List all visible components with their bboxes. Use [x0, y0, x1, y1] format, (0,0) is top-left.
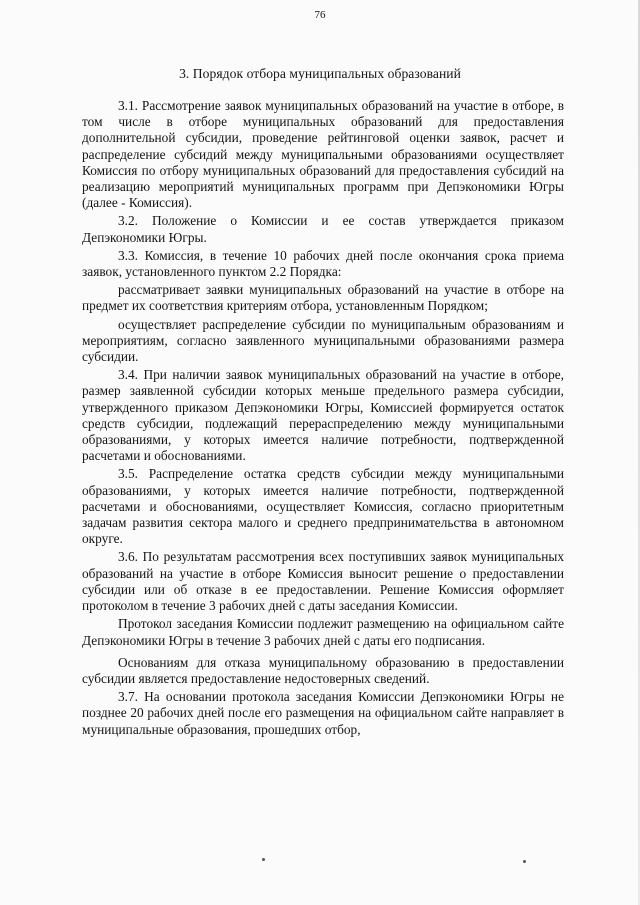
- scan-speck: [262, 858, 265, 861]
- paragraph-3-3: 3.3. Комиссия, в течение 10 рабочих дней после окончания срока приема заявок, установленного пунктом 2.2 Порядка:: [82, 247, 564, 280]
- section-heading: 3. Порядок отбора муниципальных образований: [179, 66, 461, 81]
- page-number: 76: [314, 9, 326, 21]
- paragraph-protocol: Протокол заседания Комиссии подлежит размещению на официальном сайте Депэкономики Югры в течение 3 рабочих дней с даты его подписания.: [82, 616, 564, 648]
- paragraph-3-3-item-2: осуществляет распределение субсидии по муниципальным образованиям и мероприятиям, согласно заявленного муниципальными образованиями размера субсидии.: [82, 316, 564, 365]
- paragraph-3-6: 3.6. По результатам рассмотрения всех поступивших заявок муниципальных образований на участие в отборе Комиссия выносит решение о предоставлении субсидии или об отказе в ее предоставлении. Решение Комиссия оформляет протоколом в течение 3 рабочих дней с даты заседания Комиссии.: [82, 549, 564, 614]
- document-body: [82, 98, 564, 738]
- paragraph-3-1: 3.1. Рассмотрение заявок муниципальных образований на участие в отборе, в том числе в отборе муниципальных образований для предоставления дополнительной субсидии, проведение рейтинговой оценки заявок, расчет и распределение субсидий между муниципальными образованиями осуществляет Комиссия по отбору муниципальных образований для предоставления субсидий на реализацию мероприятий муниципальных программ при Депэкономики Югры (далее - Комиссия).: [82, 98, 564, 211]
- paragraph-3-7: 3.7. На основании протокола заседания Комиссии Депэкономики Югры не позднее 20 рабочих дней после его размещения на официальном сайте направляет в муниципальные образования, прошедших отбор,: [82, 689, 564, 737]
- paragraph-3-4: 3.4. При наличии заявок муниципальных образований на участие в отборе, размер заявленной субсидии которых меньше предельного размера субсидии, утвержденного приказом Депэкономики Югры, Комиссией формируется остаток средств субсидии, подлежащий перераспределению между муниципальными образованиями, у которых имеется наличие потребности, подтвержденной расчетами и обоснованиями.: [82, 367, 564, 464]
- paragraph-refusal-grounds: Основаниям для отказа муниципальному образованию в предоставлении субсидии является предоставление недостоверных сведений.: [82, 654, 564, 686]
- scan-speck: [523, 860, 526, 863]
- paragraph-3-5: 3.5. Распределение остатка средств субсидии между муниципальными образованиями, у которых имеется наличие потребности, подтвержденной расчетами и обоснованиями, осуществляет Комиссия, согласно приоритетным задачам развития сектора малого и среднего предпринимательства в автономном округе.: [82, 466, 564, 547]
- paragraph-3-2: 3.2. Положение о Комиссии и ее состав утверждается приказом Депэкономики Югры.: [82, 213, 564, 245]
- paragraph-3-3-item-1: рассматривает заявки муниципальных образований на участие в отборе на предмет их соответствия критериям отбора, установленным Порядком;: [82, 282, 564, 314]
